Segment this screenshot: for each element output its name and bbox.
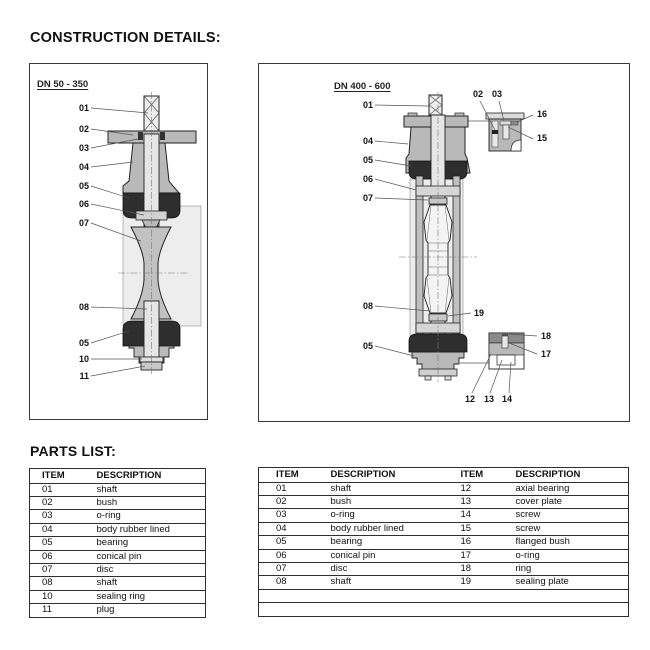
header-item: ITEM	[42, 469, 65, 481]
table-cell: shaft	[97, 577, 206, 590]
table-row	[30, 604, 206, 617]
callout-10: 10	[78, 354, 89, 364]
table-cell: conical pin	[331, 549, 461, 562]
table-cell: o-ring	[97, 510, 206, 523]
table-row	[30, 496, 206, 509]
callout-02: 02	[78, 124, 89, 134]
callout-16: 16	[537, 109, 548, 119]
table-cell	[259, 603, 331, 616]
table-cell: o-ring	[516, 549, 629, 562]
callout-19: 19	[474, 308, 485, 318]
parts-table-right	[258, 467, 629, 617]
table-cell: shaft	[331, 576, 461, 589]
callout-05: 05	[362, 155, 373, 165]
table-cell	[516, 603, 629, 616]
callout-01: 01	[362, 100, 373, 110]
table-cell: 08	[30, 577, 97, 590]
table-cell: conical pin	[97, 550, 206, 563]
table-row	[259, 603, 629, 616]
table-row	[30, 523, 206, 536]
table-cell: 05	[259, 536, 331, 549]
diagram-dn50-350-title: DN 50 - 350	[37, 79, 89, 90]
table-cell: 03	[30, 510, 97, 523]
table-row	[259, 589, 629, 602]
header-item-1: ITEM	[276, 468, 299, 480]
header-description-1: DESCRIPTION	[330, 468, 396, 480]
table-cell: shaft	[331, 482, 461, 495]
table-cell: bearing	[97, 537, 206, 550]
bolt-right	[445, 376, 451, 380]
table-cell: sealing plate	[516, 576, 629, 589]
callout-04: 04	[362, 136, 373, 146]
table-cell: plug	[97, 604, 206, 617]
table-row	[259, 549, 629, 562]
callout-08: 08	[78, 302, 89, 312]
callout-06: 06	[78, 199, 89, 209]
valve-drawing-dn50-350	[30, 64, 207, 419]
table-row	[30, 537, 206, 550]
table-cell: 01	[30, 483, 97, 496]
table-cell: 07	[30, 563, 97, 576]
callout-06: 06	[362, 174, 373, 184]
header-item-2: ITEM	[460, 468, 484, 480]
table-cell	[331, 589, 461, 602]
flange-step-left	[408, 113, 417, 116]
table-cell: body rubber lined	[331, 522, 461, 535]
table-row	[259, 509, 629, 522]
table-cell: 06	[259, 549, 331, 562]
table-row	[30, 510, 206, 523]
callout-12: 12	[464, 394, 475, 404]
table-cell: 04	[30, 523, 97, 536]
table-cell	[461, 589, 516, 602]
table-cell: shaft	[97, 483, 206, 496]
table-cell: axial bearing	[516, 482, 629, 495]
table-row	[259, 536, 629, 549]
callout-05b: 05	[362, 341, 373, 351]
table-cell: 02	[259, 495, 331, 508]
o-ring-right	[160, 132, 165, 140]
bolt-left	[425, 376, 431, 380]
callout-14: 14	[501, 394, 512, 404]
table-cell: bush	[331, 495, 461, 508]
diagram-dn50-350	[29, 63, 208, 420]
callout-08: 08	[362, 301, 373, 311]
table-cell: screw	[516, 509, 629, 522]
table-cell: 15	[461, 522, 516, 535]
table-row	[30, 550, 206, 563]
table-cell: bush	[97, 496, 206, 509]
tube-wall-left	[416, 176, 423, 340]
table-header-row	[30, 469, 206, 484]
callout-03: 03	[78, 143, 89, 153]
callout-18: 18	[541, 331, 552, 341]
table-cell: 02	[30, 496, 97, 509]
shaft-top	[429, 95, 442, 115]
table-cell: 12	[461, 482, 516, 495]
table-row	[259, 482, 629, 495]
table-cell: 11	[30, 604, 97, 617]
table-cell: screw	[516, 522, 629, 535]
callout-07: 07	[78, 218, 89, 228]
callout-04: 04	[78, 162, 89, 172]
table-row	[259, 576, 629, 589]
table-cell: 16	[461, 536, 516, 549]
table-row	[259, 495, 629, 508]
table-cell: 19	[461, 576, 516, 589]
table-cell: 17	[461, 549, 516, 562]
table-row	[259, 522, 629, 535]
table-cell: 13	[461, 495, 516, 508]
table-cell: ring	[516, 562, 629, 575]
callout-11: 11	[79, 371, 89, 381]
table-cell: bearing	[331, 536, 461, 549]
callout-15: 15	[537, 133, 548, 143]
table-cell: disc	[331, 562, 461, 575]
table-cell: 10	[30, 590, 97, 603]
table-cell: flanged bush	[516, 536, 629, 549]
table-cell	[259, 589, 331, 602]
table-cell: 04	[259, 522, 331, 535]
callout-07: 07	[362, 193, 373, 203]
table-cell: 06	[30, 550, 97, 563]
callout-03: 03	[491, 89, 502, 99]
table-row	[30, 483, 206, 496]
table-header-row	[259, 468, 629, 483]
o-ring-left	[138, 132, 143, 140]
table-cell	[516, 589, 629, 602]
table-row	[30, 577, 206, 590]
table-cell	[461, 603, 516, 616]
diagram-dn400-600	[258, 63, 630, 422]
header-description-2: DESCRIPTION	[515, 468, 581, 480]
table-cell: 07	[259, 562, 331, 575]
table-row	[30, 590, 206, 603]
table-cell: 14	[461, 509, 516, 522]
table-cell: disc	[97, 563, 206, 576]
table-cell: 03	[259, 509, 331, 522]
parts-list-title: PARTS LIST:	[30, 443, 116, 459]
table-cell	[331, 603, 461, 616]
parts-table-left	[29, 468, 206, 618]
valve-drawing-dn400-600	[259, 64, 629, 421]
table-cell: 05	[30, 537, 97, 550]
flange-step-right	[455, 113, 464, 116]
table-cell: o-ring	[331, 509, 461, 522]
callout-01: 01	[78, 103, 89, 113]
table-row	[30, 563, 206, 576]
table-cell: 01	[259, 482, 331, 495]
table-row	[259, 562, 629, 575]
callout-05: 05	[78, 181, 89, 191]
table-cell: 08	[259, 576, 331, 589]
table-cell: 18	[461, 562, 516, 575]
page-title: CONSTRUCTION DETAILS:	[30, 30, 221, 46]
diagram-dn400-600-title: DN 400 - 600	[334, 81, 391, 92]
table-cell: cover plate	[516, 495, 629, 508]
callout-17: 17	[541, 349, 552, 359]
callout-02: 02	[472, 89, 483, 99]
inset-bottom-detail	[489, 333, 524, 369]
header-description: DESCRIPTION	[96, 469, 162, 481]
table-cell: body rubber lined	[97, 523, 206, 536]
table-cell: sealing ring	[97, 590, 206, 603]
callout-13: 13	[483, 394, 494, 404]
callout-05b: 05	[78, 338, 89, 348]
